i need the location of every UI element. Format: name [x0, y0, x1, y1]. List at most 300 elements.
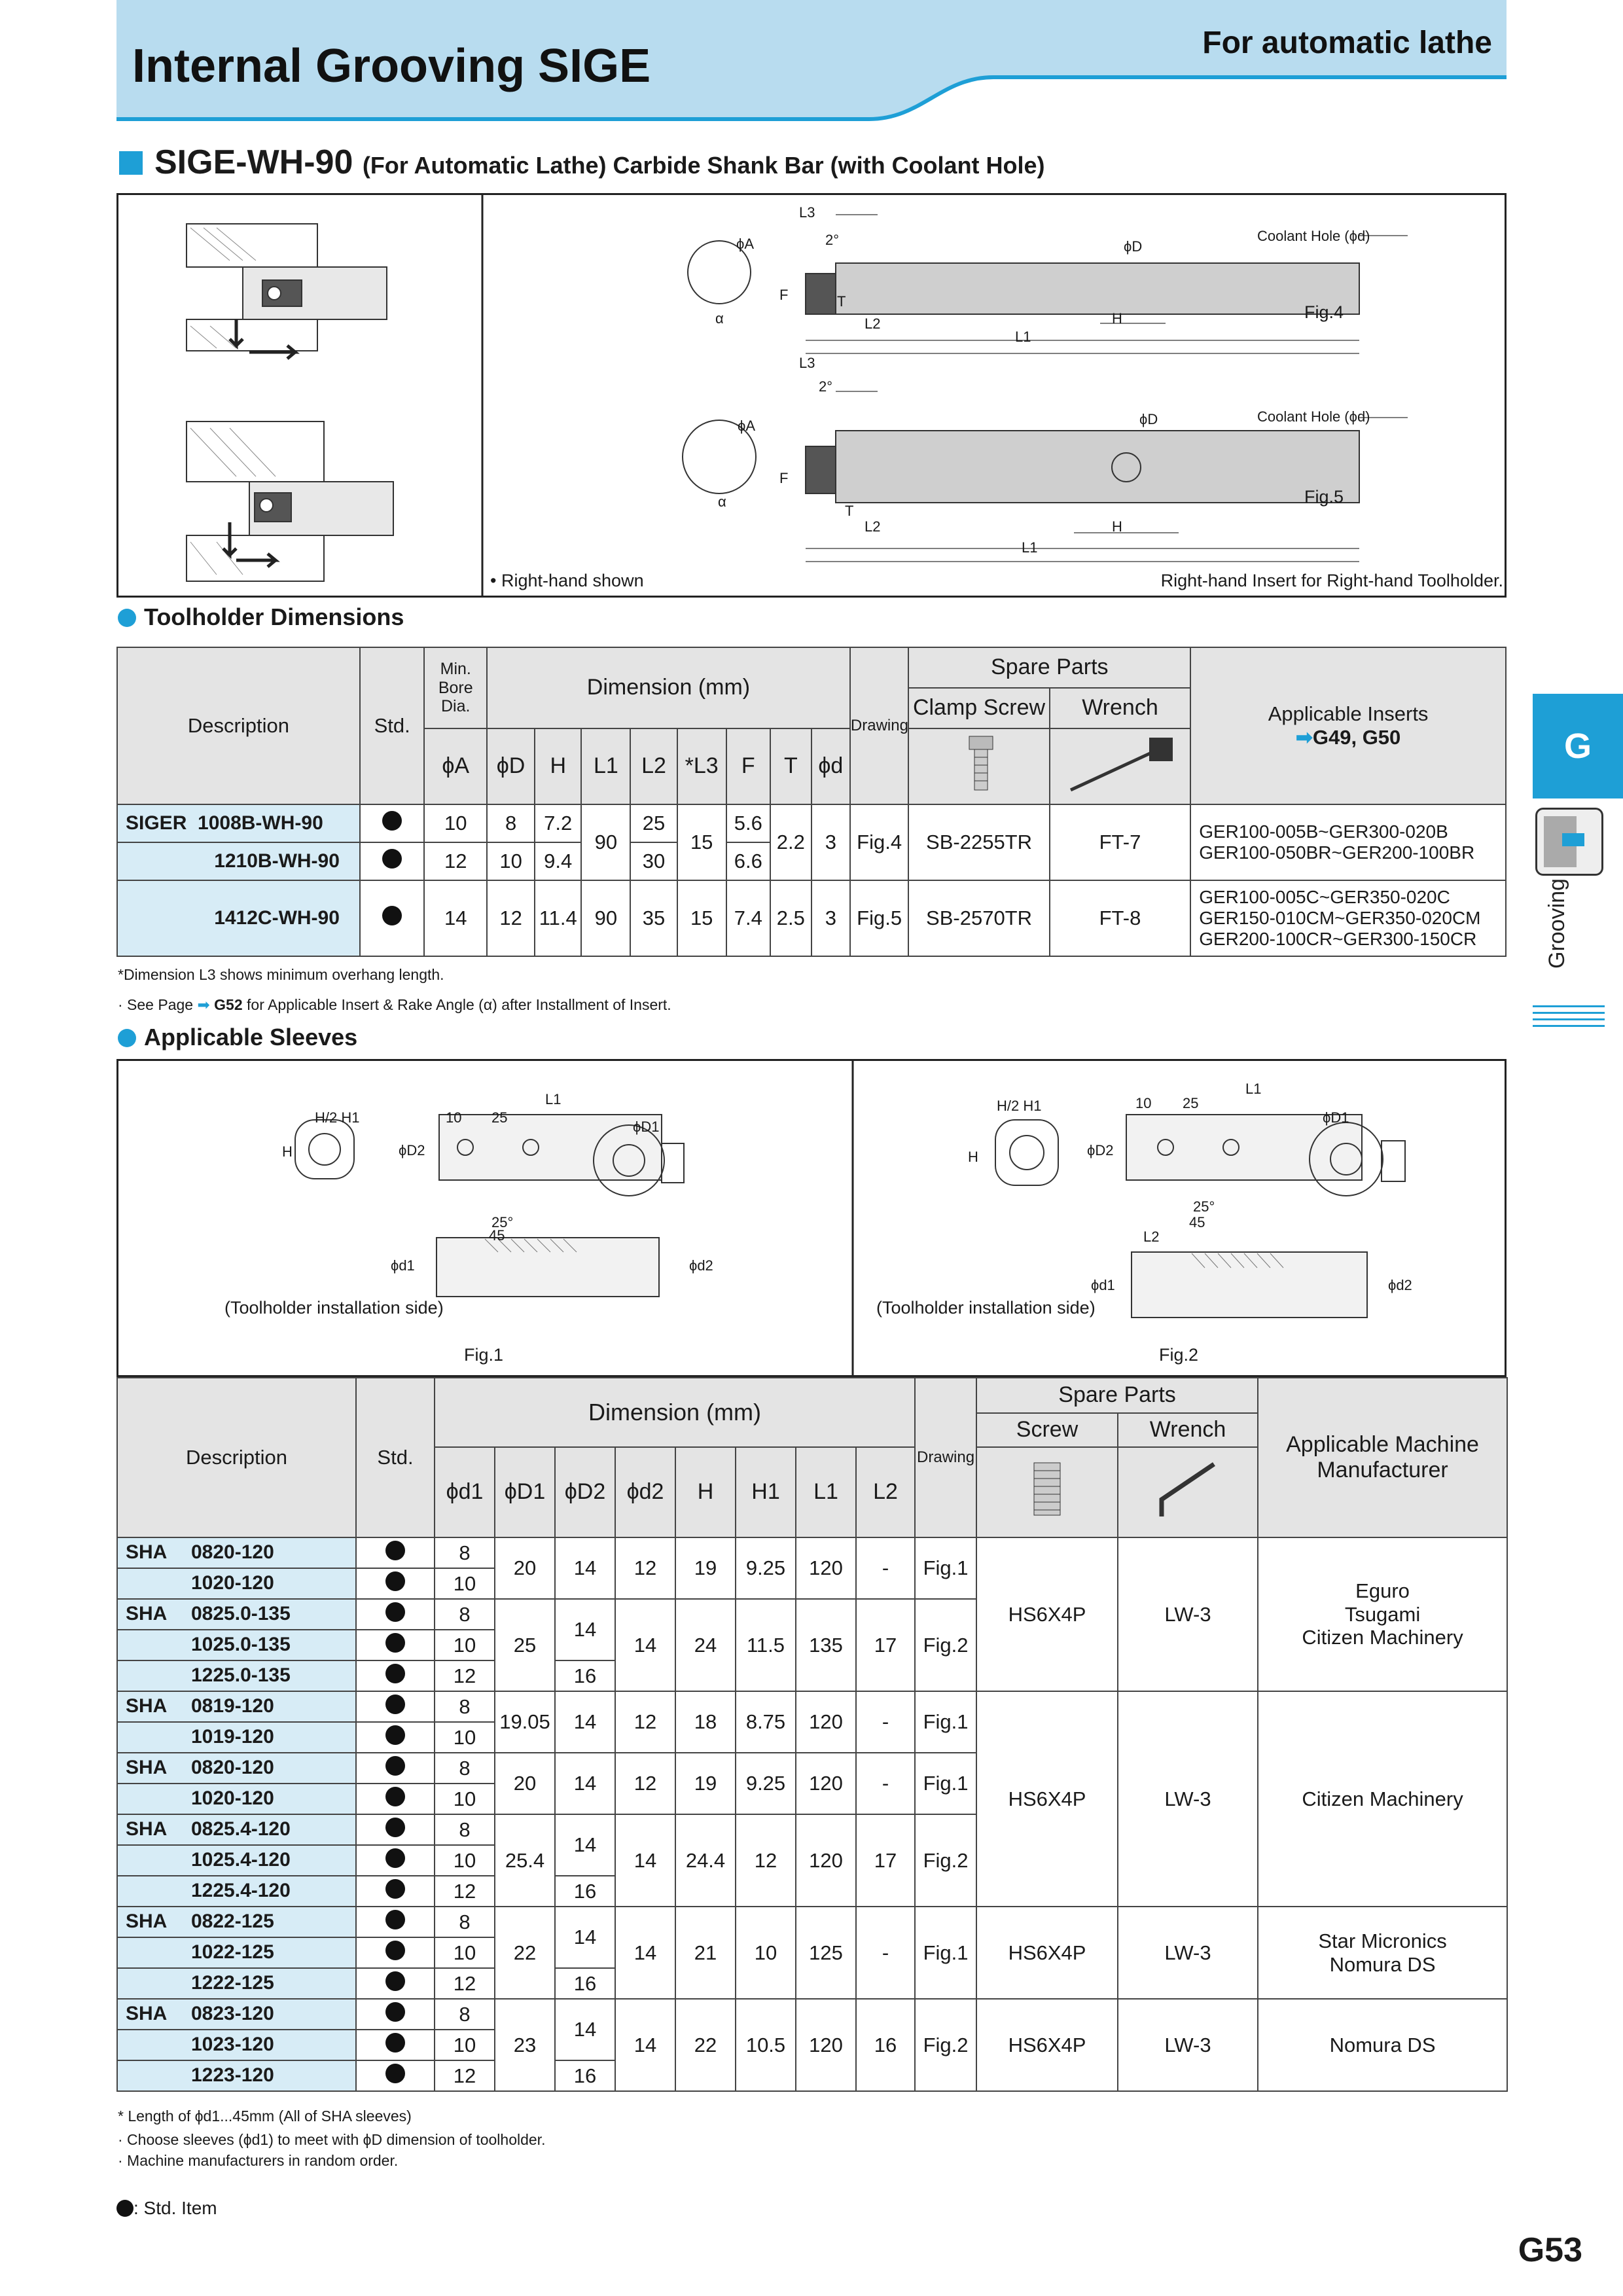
legend-text: : Std. Item	[134, 2198, 217, 2218]
cell: 21	[675, 1907, 736, 1999]
cell: 10	[435, 1784, 495, 1814]
inserts-page-ref[interactable]	[1191, 726, 1505, 749]
sleeve1-label-h2h1: H/2 H1	[315, 1109, 360, 1126]
cell: 135	[796, 1599, 856, 1691]
cell: 24	[675, 1599, 736, 1691]
row-code: 0822-125	[191, 1910, 274, 1933]
cell: 14	[424, 880, 487, 956]
cell: LW-3	[1118, 1999, 1258, 2091]
grooving-icon-svg	[1537, 810, 1601, 874]
note-text: · See Page	[118, 996, 194, 1013]
table-row	[117, 1907, 1507, 1937]
cell: 19	[675, 1537, 736, 1599]
cell: 12	[435, 1968, 495, 1999]
th-std: Std.	[360, 647, 425, 804]
sth-manufacturer: Applicable Machine Manufacturer	[1258, 1378, 1507, 1537]
std-dot-icon	[382, 811, 402, 831]
sleeve-desc	[117, 1814, 356, 1845]
cell: 15	[677, 804, 726, 880]
th-description: Description	[117, 647, 360, 804]
row-code: 1025.4-120	[191, 1849, 291, 1871]
cell: 16	[555, 2060, 615, 2091]
th-col-f: F	[726, 728, 770, 804]
grooving-icon	[1535, 808, 1603, 876]
sleeves-table-body	[117, 1537, 1507, 2091]
row-code: 1223-120	[191, 2064, 274, 2087]
sth-wrench: Wrench	[1118, 1413, 1258, 1447]
row-prefix: SIGER	[126, 812, 187, 834]
cell: 22	[675, 1999, 736, 2091]
row-code: 1008B-WH-90	[198, 812, 323, 834]
std-dot-icon	[385, 1695, 405, 1714]
th-applicable-inserts	[1190, 647, 1506, 804]
cell: 3	[812, 804, 850, 880]
cell: 120	[796, 1753, 856, 1814]
sleeve2-label-phid1: ϕd1	[1091, 1277, 1115, 1293]
cell: LW-3	[1118, 1691, 1258, 1907]
th-min-bore: Min. Bore Dia.	[424, 647, 487, 728]
note-text: for Applicable Insert & Rake Angle (α) after Installment of Insert.	[247, 996, 671, 1013]
sleeve-desc	[117, 1876, 356, 1907]
std-dot	[356, 1599, 435, 1630]
cell: 30	[630, 842, 677, 880]
std-dot-icon	[385, 1879, 405, 1899]
std-dot-icon	[116, 2200, 134, 2217]
cell: 25	[495, 1599, 555, 1691]
th-applicable-inserts-label: Applicable Inserts	[1268, 702, 1429, 726]
cell: 25	[630, 804, 677, 842]
std-dot	[356, 1630, 435, 1660]
row-prefix: SHA	[126, 1603, 168, 1625]
section-code: SIGE-WH-90	[154, 143, 353, 181]
cell: SB-2570TR	[908, 880, 1049, 956]
cell: 9.4	[535, 842, 581, 880]
label-h-a: H	[1112, 310, 1122, 327]
sth-col-d2: ϕd2	[615, 1447, 675, 1537]
row-prefix: SHA	[126, 1910, 168, 1933]
cell: -	[856, 1537, 915, 1599]
cell: 12	[435, 1876, 495, 1907]
sleeves-note-2: · Choose sleeves (ϕd1) to meet with ϕD dimension of toolholder.	[118, 2131, 546, 2148]
sleeve-desc	[117, 1784, 356, 1814]
cell: 7.4	[726, 880, 770, 956]
std-dot-icon	[385, 1787, 405, 1806]
cell: 20	[495, 1753, 555, 1814]
sleeve-desc	[117, 1537, 356, 1568]
cell: Fig.5	[850, 880, 908, 956]
cell: 120	[796, 1691, 856, 1753]
sleeve-desc	[117, 1937, 356, 1968]
cell: Fig.1	[915, 1907, 976, 1999]
cell: 17	[856, 1814, 915, 1907]
sleeve2-label-d2: ϕD2	[1087, 1142, 1114, 1158]
sth-col-H1: H1	[736, 1447, 796, 1537]
cell: Fig.2	[915, 1999, 976, 2091]
toolholder-drawing	[116, 193, 1507, 598]
cell: 8	[435, 1599, 495, 1630]
coolant-label-2: Coolant Hole (ϕd)	[1257, 408, 1370, 425]
sleeve-desc	[117, 1907, 356, 1937]
note-page-ref[interactable]: G52	[214, 996, 243, 1013]
manufacturer-cell	[1258, 1537, 1507, 1691]
std-dot-icon	[385, 1818, 405, 1837]
label-l2-b: L2	[865, 518, 881, 535]
sleeve1-label-phid1: ϕd1	[391, 1257, 415, 1274]
std-dot-icon	[385, 1971, 405, 1991]
row-prefix: SHA	[126, 1818, 168, 1840]
sleeve1-label-10: 10	[446, 1109, 462, 1126]
cell: Fig.1	[915, 1691, 976, 1753]
cell: 125	[796, 1907, 856, 1999]
cell: 19.05	[495, 1691, 555, 1753]
cell: 8	[487, 804, 535, 842]
inserts-cell	[1190, 880, 1506, 956]
cell: 14	[615, 1999, 675, 2091]
cell: 10.5	[736, 1999, 796, 2091]
std-dot	[356, 1937, 435, 1968]
cell: 10	[435, 1722, 495, 1753]
cell: 14	[615, 1814, 675, 1907]
sth-screw: Screw	[976, 1413, 1118, 1447]
std-dot-icon	[385, 1941, 405, 1960]
manufacturer-name: Tsugami	[1344, 1602, 1421, 1626]
sth-drawing: Drawing	[915, 1378, 976, 1537]
row-code: 1023-120	[191, 2034, 274, 2056]
cell: 10	[435, 1845, 495, 1876]
label-t-a: T	[837, 293, 846, 310]
std-dot-icon	[385, 1541, 405, 1560]
label-phid-a: ϕD	[1124, 238, 1143, 255]
cell: 8	[435, 1999, 495, 2030]
bullet-icon	[118, 1029, 136, 1047]
row-prefix: SHA	[126, 2003, 168, 2025]
th-col-l1: L1	[581, 728, 630, 804]
sleeve-desc	[117, 1568, 356, 1599]
sleeve-fig1-caption: Fig.1	[464, 1345, 504, 1365]
manufacturer-name: Citizen Machinery	[1302, 1787, 1463, 1810]
std-dot	[356, 1753, 435, 1784]
std-dot	[356, 1660, 435, 1691]
cell: 6.6	[726, 842, 770, 880]
sleeve-drawing	[116, 1059, 1507, 1377]
std-dot-icon	[385, 2002, 405, 2022]
row-code: 1225.0-135	[191, 1664, 291, 1687]
sleeve-wrench-image	[1118, 1447, 1258, 1537]
sleeve2-label-25: 25	[1183, 1095, 1199, 1111]
toolholder-row-1-desc	[117, 804, 360, 842]
cell: 9.25	[736, 1537, 796, 1599]
cell: 120	[796, 1814, 856, 1907]
cell: 35	[630, 880, 677, 956]
std-dot	[356, 1784, 435, 1814]
side-stripe	[1533, 1025, 1605, 1027]
std-dot	[356, 1907, 435, 1937]
cell: 2.5	[770, 880, 812, 956]
fig4-caption: Fig.4	[1304, 302, 1344, 322]
sleeve1-install-note: (Toolholder installation side)	[224, 1298, 444, 1318]
std-dot	[360, 880, 425, 956]
manufacturer-cell	[1258, 1691, 1507, 1907]
row-code: 1020-120	[191, 1787, 274, 1810]
th-wrench: Wrench	[1050, 688, 1190, 728]
sleeve-desc	[117, 1599, 356, 1630]
sleeve2-label-10: 10	[1135, 1095, 1152, 1111]
cell: FT-8	[1050, 880, 1190, 956]
std-dot	[356, 1876, 435, 1907]
sleeve2-label-h: H	[968, 1149, 978, 1165]
cell: 22	[495, 1907, 555, 1999]
std-item-legend	[116, 2198, 217, 2219]
std-dot	[356, 1537, 435, 1568]
cell: FT-7	[1050, 804, 1190, 880]
side-label-grooving: Grooving	[1544, 878, 1569, 969]
cell: HS6X4P	[976, 1907, 1118, 1999]
cell: 8	[435, 1814, 495, 1845]
th-dimension: Dimension (mm)	[487, 647, 850, 728]
th-col-a: ϕA	[424, 728, 487, 804]
sleeve1-label-l1: L1	[545, 1091, 562, 1107]
cell: 19	[675, 1753, 736, 1814]
cell: 18	[675, 1691, 736, 1753]
coolant-label-1: Coolant Hole (ϕd)	[1257, 228, 1370, 244]
sleeve-desc	[117, 1660, 356, 1691]
std-dot-icon	[385, 1848, 405, 1868]
manufacturer-name: Nomura DS	[1329, 1952, 1436, 1976]
sth-spare-parts: Spare Parts	[976, 1378, 1258, 1413]
label-l3-a: L3	[799, 204, 815, 221]
cell: 11.5	[736, 1599, 796, 1691]
sleeve-desc	[117, 1845, 356, 1876]
clamp-screw-image	[908, 728, 1049, 804]
section-subtitle: (For Automatic Lathe) Carbide Shank Bar (with Coolant Hole)	[362, 152, 1045, 179]
sleeves-note-1: * Length of ϕd1...45mm (All of SHA sleeves)	[118, 2108, 412, 2125]
label-2deg-a: 2°	[825, 232, 840, 248]
row-prefix: SHA	[126, 1541, 168, 1564]
label-phid-b: ϕD	[1139, 411, 1158, 427]
cell: 12	[615, 1537, 675, 1599]
wrench-image	[1050, 728, 1190, 804]
sleeve2-install-note: (Toolholder installation side)	[876, 1298, 1096, 1318]
th-clamp-screw: Clamp Screw	[908, 688, 1049, 728]
sleeve-desc	[117, 2030, 356, 2060]
sleeve1-label-25deg: 25°	[491, 1214, 514, 1230]
cell: 10	[424, 804, 487, 842]
sleeve-desc	[117, 2060, 356, 2091]
row-prefix: SHA	[126, 1695, 168, 1717]
cell: Fig.2	[915, 1814, 976, 1907]
cell: 10	[435, 1937, 495, 1968]
label-f-a: F	[779, 287, 789, 303]
cell: 17	[856, 1599, 915, 1691]
cell: 14	[555, 1599, 615, 1660]
cell: 90	[581, 880, 630, 956]
cell: 20	[495, 1537, 555, 1599]
sleeves-heading	[118, 1024, 357, 1051]
cell: 14	[555, 1691, 615, 1753]
row-code: 1025.0-135	[191, 1634, 291, 1656]
manufacturer-name: Citizen Machinery	[1302, 1626, 1463, 1649]
cell: 11.4	[535, 880, 581, 956]
cell: 8	[435, 1691, 495, 1722]
sth-col-D2: ϕD2	[555, 1447, 615, 1537]
std-dot-icon	[385, 1633, 405, 1653]
th-col-d: ϕD	[487, 728, 535, 804]
sleeve2-label-d1: ϕD1	[1323, 1109, 1349, 1126]
inserts-page-ref-text: G49, G50	[1312, 726, 1401, 749]
cell: 16	[856, 1999, 915, 2091]
cell: -	[856, 1753, 915, 1814]
label-alpha-a: α	[715, 310, 724, 327]
insert-line: GER200-100CR~GER300-150CR	[1199, 929, 1477, 950]
cell: 14	[555, 1753, 615, 1814]
cell: 8	[435, 1907, 495, 1937]
sleeve2-label-l1: L1	[1245, 1081, 1262, 1097]
manufacturer-name: Eguro	[1355, 1579, 1410, 1603]
hex-key-icon	[1142, 1454, 1234, 1526]
cell: 9.25	[736, 1753, 796, 1814]
side-stripe	[1533, 1012, 1605, 1014]
sleeves-note-3: · Machine manufacturers in random order.	[118, 2152, 399, 2169]
sleeve-desc	[117, 1999, 356, 2030]
cell: LW-3	[1118, 1907, 1258, 1999]
std-dot-icon	[385, 1664, 405, 1683]
std-dot	[360, 804, 425, 842]
sth-std: Std.	[356, 1378, 435, 1537]
sleeve1-label-25: 25	[491, 1109, 508, 1126]
arrow-right-icon: ➡	[197, 996, 210, 1013]
cell: 7.2	[535, 804, 581, 842]
cell: 8	[435, 1753, 495, 1784]
label-2deg-b: 2°	[819, 378, 833, 395]
std-dot-icon	[385, 2064, 405, 2083]
cell: 25.4	[495, 1814, 555, 1907]
cell: -	[856, 1691, 915, 1753]
cell: HS6X4P	[976, 1999, 1118, 2091]
cell: 14	[555, 1537, 615, 1599]
row-code: 1225.4-120	[191, 1880, 291, 1902]
sth-description: Description	[117, 1378, 356, 1537]
side-stripe	[1533, 1005, 1605, 1007]
std-dot-icon	[385, 2033, 405, 2053]
label-l2-a: L2	[865, 315, 881, 332]
right-hand-insert-note: Right-hand Insert for Right-hand Toolholder.	[1160, 571, 1503, 590]
cell: HS6X4P	[976, 1691, 1118, 1907]
row-code: 0825.4-120	[191, 1818, 291, 1840]
cell: 16	[555, 1968, 615, 1999]
cell: 15	[677, 880, 726, 956]
sleeve2-label-h2h1: H/2 H1	[997, 1098, 1042, 1114]
row-code: 1022-125	[191, 1941, 274, 1964]
cell: 3	[812, 880, 850, 956]
cell: 12	[424, 842, 487, 880]
row-code: 1210B-WH-90	[117, 842, 360, 880]
table-row	[117, 1999, 1507, 2030]
sth-dimension: Dimension (mm)	[435, 1378, 915, 1447]
insert-line: GER100-050BR~GER200-100BR	[1199, 842, 1475, 863]
std-dot-icon	[382, 849, 402, 869]
label-alpha-b: α	[718, 493, 726, 510]
th-spare-parts: Spare Parts	[908, 647, 1190, 688]
cell: LW-3	[1118, 1537, 1258, 1691]
th-col-t: T	[770, 728, 812, 804]
manufacturer-cell	[1258, 1999, 1507, 2091]
cell: 10	[435, 2030, 495, 2060]
table-row	[117, 1537, 1507, 1568]
cell: 23	[495, 1999, 555, 2091]
cell: 8.75	[736, 1691, 796, 1753]
sleeve2-label-25deg: 25°	[1193, 1198, 1215, 1215]
manufacturer-cell	[1258, 1907, 1507, 1999]
std-dot-icon	[382, 906, 402, 925]
sleeve2-label-phid2: ϕd2	[1388, 1277, 1412, 1293]
arrow-right-icon: ➡	[1295, 726, 1313, 749]
toolholder-drawing-svg	[118, 195, 1505, 596]
toolholder-heading	[118, 603, 404, 631]
cell: Fig.1	[915, 1753, 976, 1814]
cell: 16	[555, 1876, 615, 1907]
insert-line: GER100-005B~GER300-020B	[1199, 821, 1448, 842]
cell: 14	[615, 1599, 675, 1691]
cell: Fig.1	[915, 1537, 976, 1599]
std-dot-icon	[385, 1910, 405, 1929]
sleeve1-label-d2: ϕD2	[399, 1142, 425, 1158]
std-dot-icon	[385, 1756, 405, 1776]
label-l3-b: L3	[799, 355, 815, 371]
inserts-cell	[1190, 804, 1506, 880]
page-header	[116, 0, 1507, 122]
cell: 12	[615, 1691, 675, 1753]
sleeve-screw-image	[976, 1447, 1118, 1537]
cell: 12	[736, 1814, 796, 1907]
toolholder-table	[116, 647, 1507, 957]
label-h-b: H	[1112, 518, 1122, 535]
cell: 10	[435, 1568, 495, 1599]
row-code: 0825.0-135	[191, 1603, 291, 1625]
row-code: 0823-120	[191, 2003, 274, 2025]
toolholder-note-1: *Dimension L3 shows minimum overhang length.	[118, 966, 444, 983]
std-dot-icon	[385, 1602, 405, 1622]
label-phia-b: ϕA	[738, 418, 755, 434]
sleeve1-label-d1: ϕD1	[633, 1119, 660, 1135]
std-dot	[356, 1999, 435, 2030]
sth-col-D1: ϕD1	[495, 1447, 555, 1537]
sleeve-desc	[117, 1722, 356, 1753]
label-l1-b: L1	[1022, 539, 1038, 556]
page-title: Internal Grooving SIGE	[132, 40, 651, 92]
section-marker-icon	[119, 151, 143, 175]
std-dot	[356, 2060, 435, 2091]
set-screw-icon	[1008, 1454, 1086, 1526]
cell: 10	[435, 1630, 495, 1660]
right-hand-shown-note: • Right-hand shown	[490, 571, 644, 590]
section-tab-g[interactable]: G	[1533, 694, 1623, 798]
section-title	[119, 143, 1045, 182]
manufacturer-name: Star Micronics	[1318, 1929, 1447, 1952]
cell: 2.2	[770, 804, 812, 880]
page-number: G53	[1518, 2231, 1582, 2269]
cell: 12	[435, 1660, 495, 1691]
row-code: 1020-120	[191, 1572, 274, 1594]
sleeve2-label-l2: L2	[1143, 1229, 1160, 1245]
cell: 8	[435, 1537, 495, 1568]
wrench-icon	[1058, 731, 1182, 797]
screw-icon	[950, 731, 1008, 797]
label-l1-a: L1	[1015, 329, 1031, 345]
sleeve-desc	[117, 1691, 356, 1722]
std-dot	[360, 842, 425, 880]
sleeve-drawing-svg	[118, 1061, 1505, 1375]
cell: 5.6	[726, 804, 770, 842]
